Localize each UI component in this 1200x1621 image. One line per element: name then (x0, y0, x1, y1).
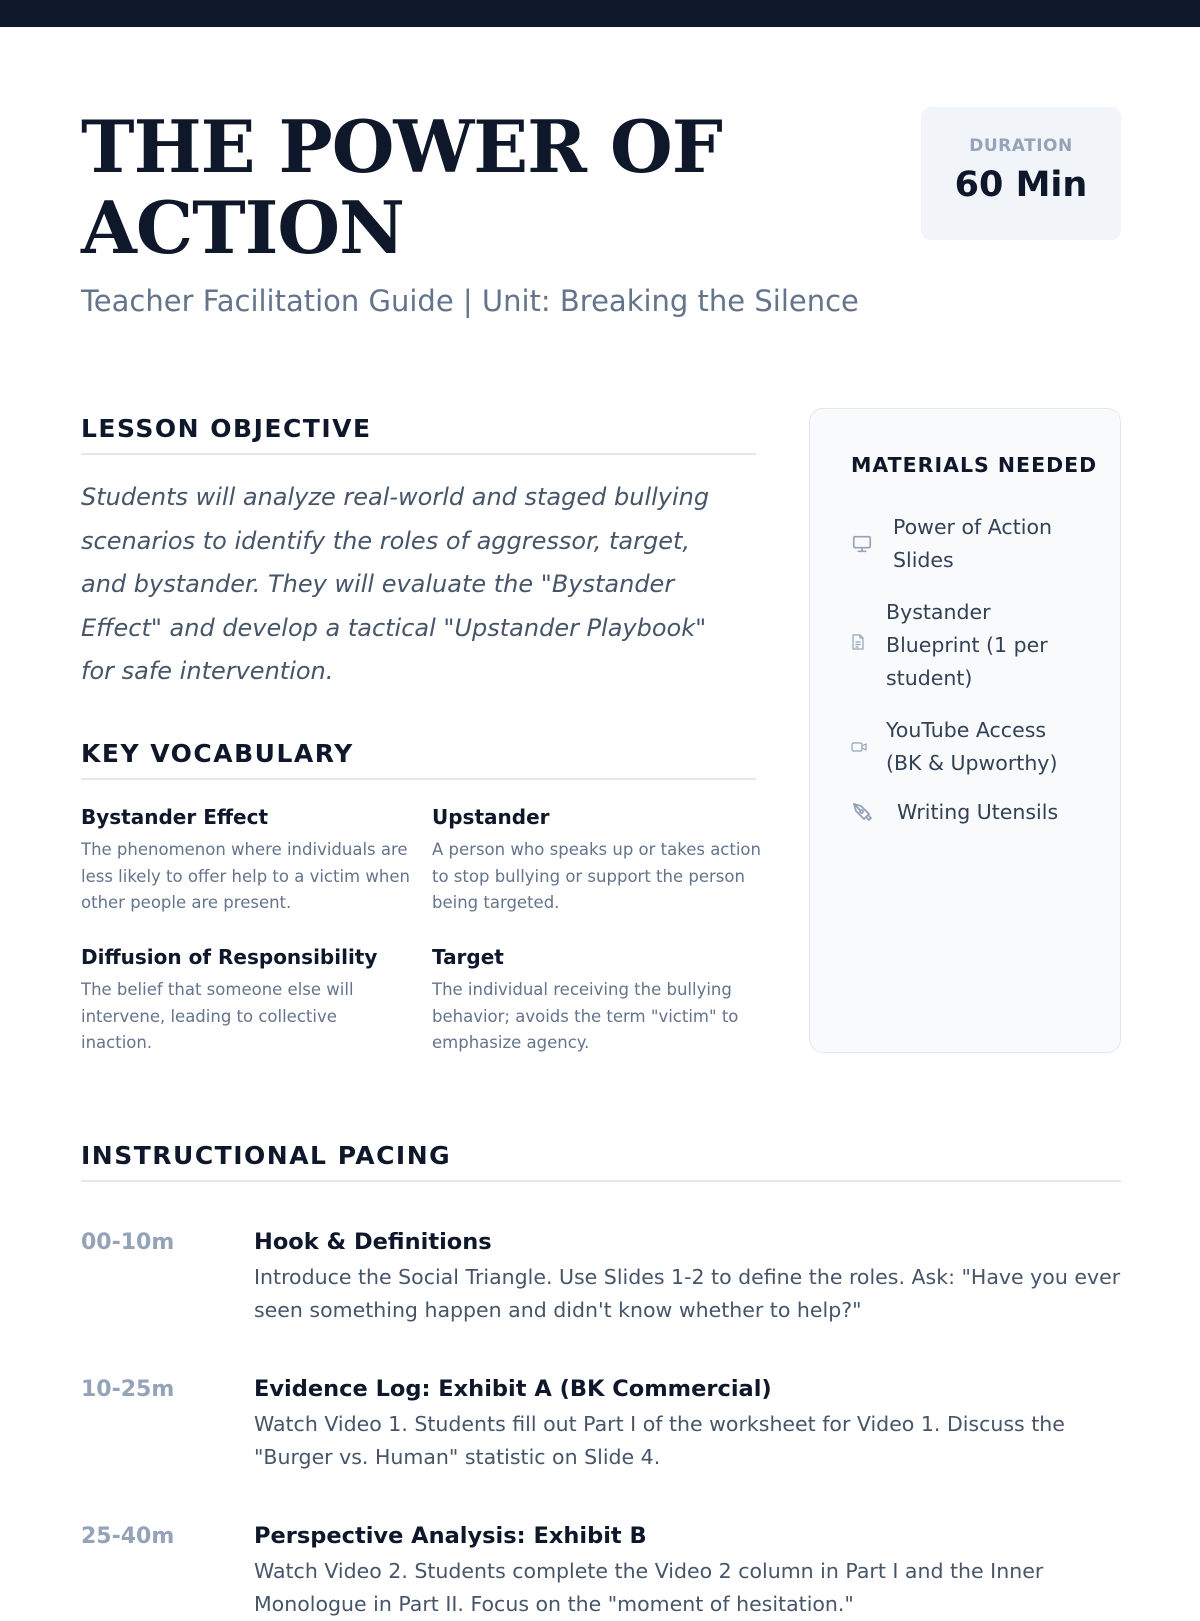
material-item (851, 511, 1101, 581)
vocab-item (432, 945, 762, 1057)
vocabulary-divider (81, 778, 756, 780)
monitor-icon (851, 533, 873, 559)
objective-heading: LESSON OBJECTIVE (81, 414, 372, 443)
vocab-term: Target (432, 945, 504, 969)
page-subtitle: Teacher Facilitation Guide | Unit: Breaking the Silence (81, 284, 859, 318)
duration-value: 60 Min (954, 165, 1088, 205)
objective-text: Students will analyze real-world and staged bullying scenarios to identify the roles of aggressor, target, and bystander. They will evaluate the "Bystander Effect" and develop a tactical "Upstander Playbook" for safe intervention. (81, 483, 710, 685)
objective-divider (81, 453, 756, 455)
lesson-plan-page (81, 0, 1121, 1616)
vocab-item (81, 945, 411, 1057)
vocab-item (432, 805, 762, 917)
pacing-heading: INSTRUCTIONAL PACING (81, 1141, 452, 1170)
material-label: Power of Action Slides (893, 515, 1052, 572)
pacing-body (254, 1523, 1121, 1621)
video-icon (851, 738, 867, 757)
materials-heading: MATERIALS NEEDED (851, 453, 1098, 477)
vocab-definition: The individual receiving the bullying behavior; avoids the term "victim" to emphasize agency. (432, 980, 739, 1052)
pacing-time: 25-40m (81, 1524, 175, 1549)
pacing-body (254, 1376, 1121, 1474)
material-item (851, 714, 1101, 784)
vocab-definition: A person who speaks up or takes action to stop bullying or support the person being targeted. (432, 840, 761, 912)
pacing-description: Watch Video 2. Students complete the Video 2 column in Part I and the Inner Monologue in Part II. Focus on the "moment of hesitation." (254, 1559, 1044, 1616)
pacing-divider (81, 1180, 1121, 1182)
materials-panel (809, 408, 1121, 1053)
pacing-time: 00-10m (81, 1230, 175, 1255)
title-line-1: THE POWER OF (81, 104, 722, 189)
duration-label: DURATION (969, 136, 1073, 156)
pacing-description: Introduce the Social Triangle. Use Slides 1-2 to define the roles. Ask: "Have you ever seen something happen and didn't know whether to help?" (254, 1265, 1121, 1322)
pacing-title: Perspective Analysis: Exhibit B (254, 1523, 647, 1549)
pacing-title: Evidence Log: Exhibit A (BK Commercial) (254, 1376, 772, 1402)
pen-icon (851, 801, 875, 829)
vocab-term: Bystander Effect (81, 805, 269, 829)
material-label: Writing Utensils (897, 800, 1059, 824)
pacing-description: Watch Video 1. Students fill out Part I of the worksheet for Video 1. Discuss the "Burger vs. Human" statistic on Slide 4. (254, 1412, 1065, 1469)
document-icon (851, 634, 865, 654)
vocab-term: Upstander (432, 805, 550, 829)
material-item (851, 796, 1101, 836)
material-label: Bystander Blueprint (1 per student) (886, 600, 1048, 690)
pacing-body (254, 1229, 1121, 1327)
material-label: YouTube Access (BK & Upworthy) (886, 718, 1058, 775)
vocab-definition: The phenomenon where individuals are less likely to offer help to a victim when other people are present. (81, 840, 410, 912)
pacing-time: 10-25m (81, 1377, 175, 1402)
title-line-2: ACTION (81, 185, 404, 270)
vocab-item (81, 805, 411, 917)
vocabulary-heading: KEY VOCABULARY (81, 739, 354, 768)
vocab-term: Diffusion of Responsibility (81, 945, 378, 969)
page-title (81, 106, 801, 268)
pacing-title: Hook & Definitions (254, 1229, 492, 1255)
duration-badge (921, 107, 1121, 240)
material-item (851, 596, 1101, 696)
vocab-definition: The belief that someone else will intervene, leading to collective inaction. (81, 980, 354, 1052)
